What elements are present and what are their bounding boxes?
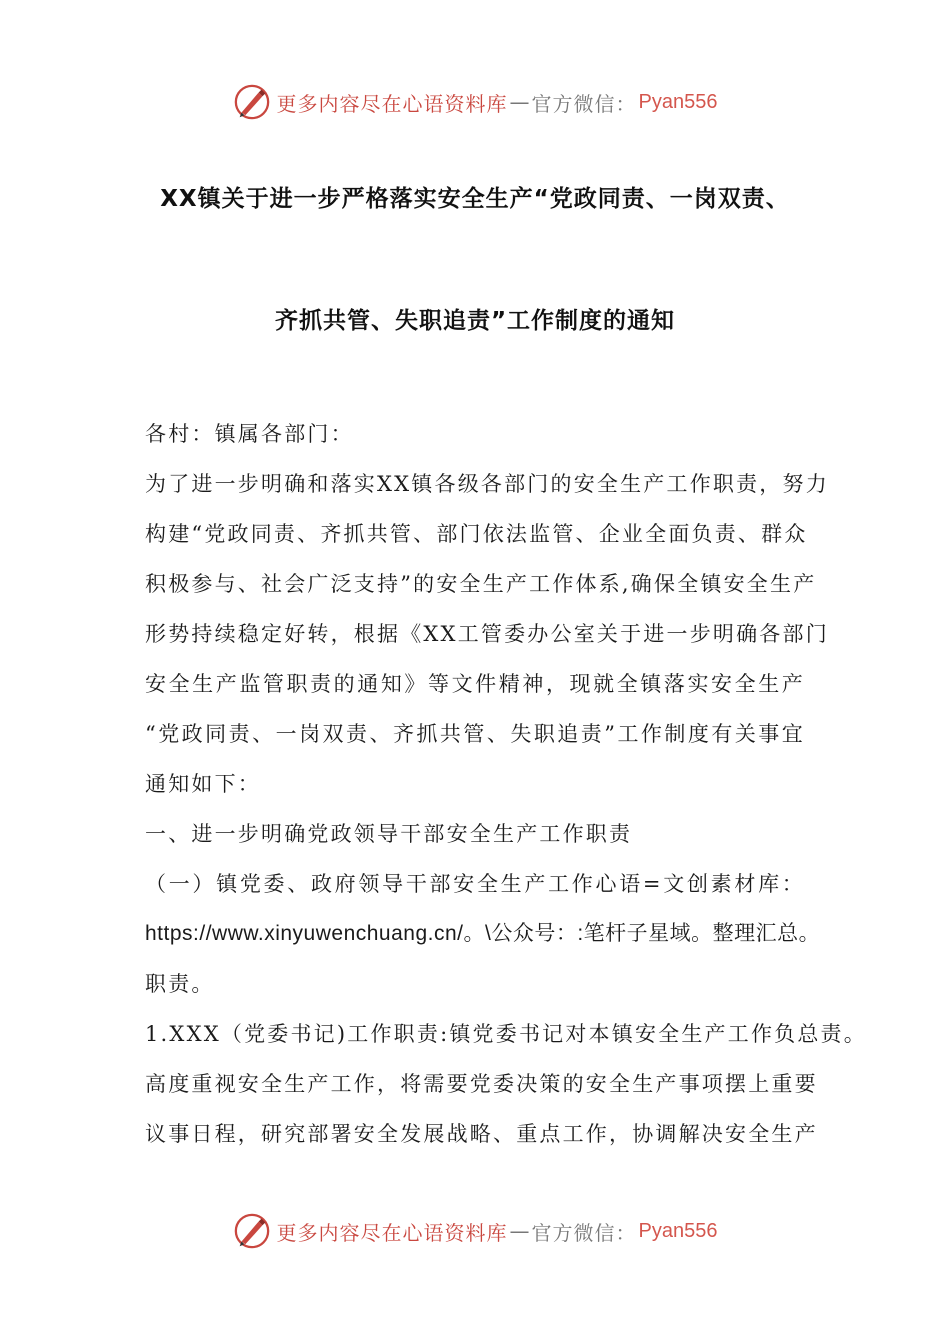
section-heading: 一、进一步明确党政领导干部安全生产工作职责 <box>145 822 633 846</box>
pen-logo-icon <box>233 83 271 121</box>
paragraph-line: 职责。 <box>145 972 215 996</box>
paragraph-line: “党政同责、一岗双责、齐抓共管、失职追责”工作制度有关事宜 <box>145 722 805 746</box>
paragraph-line: 安全生产监管职责的通知》等文件精神，现就全镇落实安全生产 <box>145 672 805 696</box>
paragraph-line: 构建“党政同责、齐抓共管、部门依法监管、企业全面负责、群众 <box>145 522 808 546</box>
paragraph-line: 积极参与、社会广泛支持”的安全生产工作体系,确保全镇安全生产 <box>145 572 817 596</box>
document-body <box>145 414 867 1164</box>
source-url-line: https://www.xinyuwenchuang.cn/。\公众号：:笔杆子星域。整理汇总。 <box>145 922 821 945</box>
banner-separator: — <box>509 90 530 114</box>
banner-wechat-label: 官方微信： <box>531 1220 637 1245</box>
pen-logo-icon <box>233 1212 271 1250</box>
paragraph-line: 形势持续稳定好转，根据《XX工管委办公室关于进一步明确各部门 <box>145 622 829 646</box>
subsection-heading: （一）镇党委、政府领导干部安全生产工作心语=文创素材库： <box>145 872 805 896</box>
banner-slogan: 更多内容尽在心语资料库 <box>276 1220 508 1245</box>
document-title-line-2: 齐抓共管、失职追责”工作制度的通知 <box>274 308 676 334</box>
banner-wechat-id: Pyan556 <box>638 1219 718 1242</box>
paragraph-line: 议事日程，研究部署安全发展战略、重点工作，协调解决安全生产 <box>145 1122 818 1146</box>
banner-wechat-id: Pyan556 <box>638 90 718 113</box>
salutation: 各村：镇属各部门： <box>145 422 354 446</box>
paragraph-line: 高度重视安全生产工作，将需要党委决策的安全生产事项摆上重要 <box>145 1072 818 1096</box>
duty-item: 1.XXX（党委书记)工作职责:镇党委书记对本镇安全生产工作负总责。 <box>145 1022 867 1046</box>
paragraph-line: 为了进一步明确和落实XX镇各级各部门的安全生产工作职责，努力 <box>145 472 829 496</box>
footer-banner <box>0 1209 950 1253</box>
header-banner <box>0 80 950 124</box>
banner-wechat-label: 官方微信： <box>531 91 637 116</box>
document-title-line-1: XX镇关于进一步严格落实安全生产“党政同责、一岗双责、 <box>160 186 790 212</box>
banner-slogan: 更多内容尽在心语资料库 <box>276 91 508 116</box>
paragraph-line: 通知如下： <box>145 772 261 796</box>
banner-separator: — <box>509 1219 530 1243</box>
